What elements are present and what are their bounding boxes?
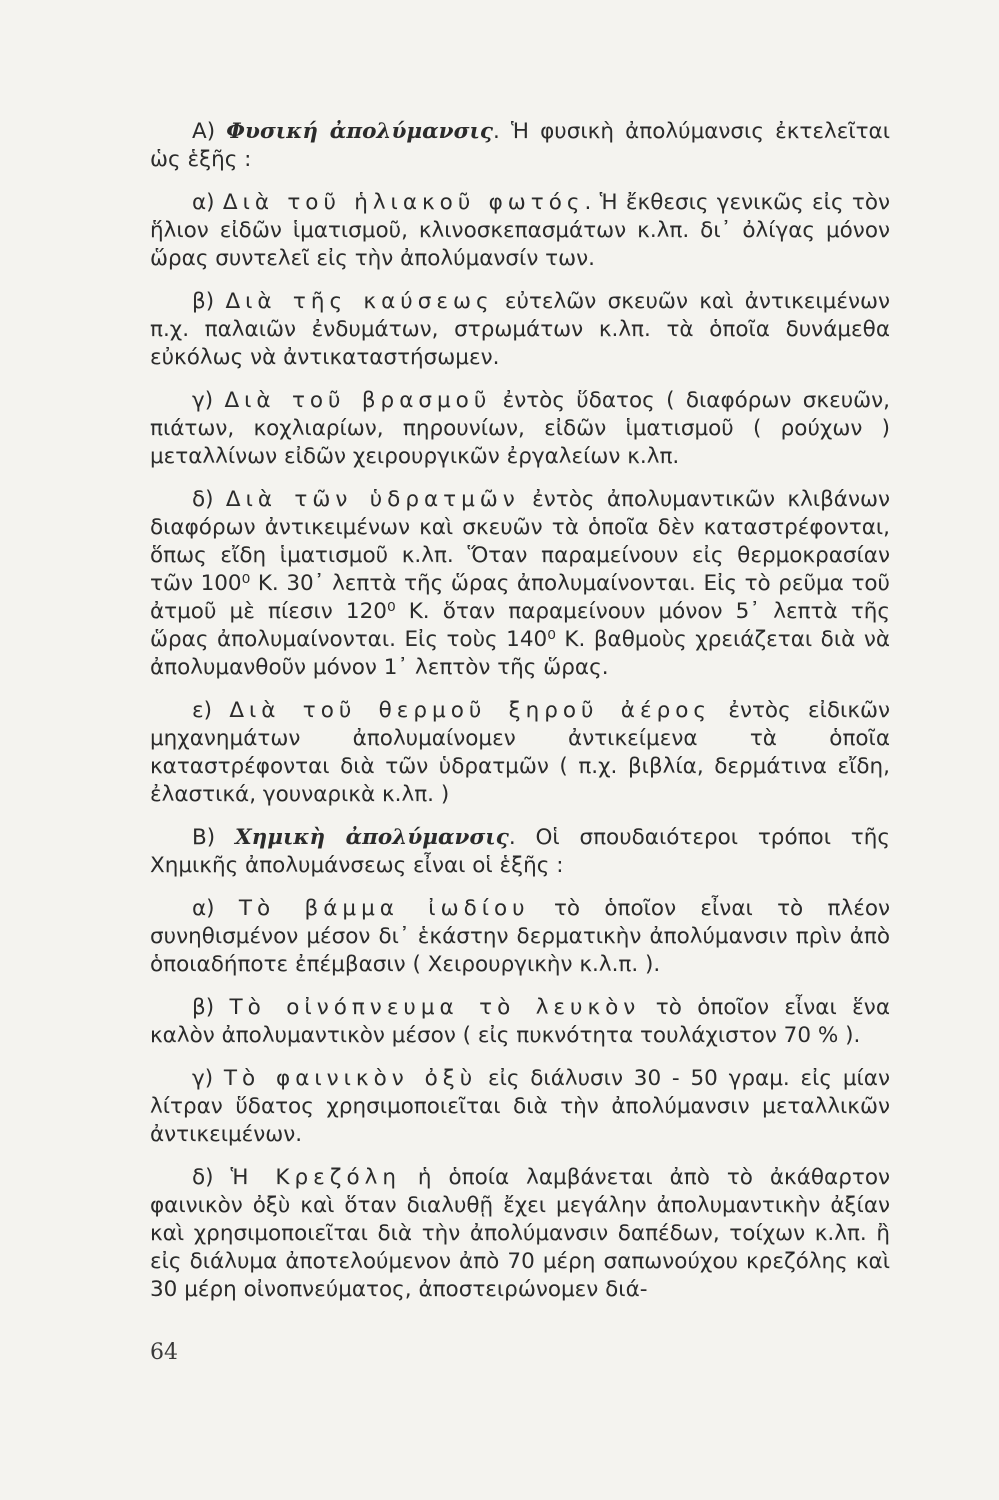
section-title: Φυσική ἀπολύμανσις bbox=[226, 119, 493, 144]
paragraph-text: ἡ ὁποία λαμβάνεται ἀπὸ τὸ ἀκάθαρτον φαινικὸν ὀξὺ καὶ ὅταν διαλυθῇ ἔχει μεγάλην ἀπολυμαντικὴν ἀξίαν καὶ χρησιμοποιεῖται διὰ τὴν ἀπολύμανσιν δαπέδων, τοίχων κ.λπ. ἢ εἰς διάλυμα ἀποτελούμενον ἀπὸ 70 μέρη σαπωνούχου κρεζόλης καὶ 30 μέρη οἰνοπνεύματος, ἀποστειρώνομεν διά- bbox=[150, 1165, 890, 1302]
section-label: Β) bbox=[192, 825, 235, 850]
item-label: δ) bbox=[192, 1165, 231, 1190]
item-burning bbox=[150, 288, 890, 372]
section-title: Χημικὴ ἀπολύμανσις bbox=[234, 825, 509, 850]
item-label: α) bbox=[192, 896, 239, 921]
item-heading: Διὰ τῶν ὑδρατμῶν bbox=[225, 487, 520, 512]
paragraph-text: . Οἱ σπουδαιότεροι τρόποι τῆς Χημικῆς ἀπολυμάνσεως εἶναι οἱ ἑξῆς : bbox=[150, 825, 890, 878]
item-label: β) bbox=[192, 995, 230, 1020]
item-label: γ) bbox=[192, 1066, 224, 1091]
item-boiling bbox=[150, 387, 890, 471]
item-heading: Διὰ τῆς καύσεως bbox=[225, 289, 494, 314]
paragraph-text: ἐντὸς εἰδικῶν μηχανημάτων ἀπολυμαίνομεν ἀντικείμενα τὰ ὁποῖα καταστρέφονται διὰ τῶν ὑδρατμῶν ( π.χ. βιβλία, δερμάτινα εἴδη, ἐλαστικά, γουναρικὰ κ.λπ. ) bbox=[150, 698, 891, 807]
item-heading: Τὸ φαινικὸν ὀξὺ bbox=[223, 1066, 478, 1091]
item-heading: Διὰ τοῦ βρασμοῦ bbox=[224, 388, 492, 413]
paragraph-text: ἐντὸς ἀπολυμαντικῶν κλιβάνων διαφόρων ἀντικειμένων καὶ σκευῶν τὰ ὁποῖα δὲν καταστρέφονται, ὅπως εἴδη ἱματισμοῦ κ.λπ. Ὅταν παραμείνουν εἰς θερμοκρασίαν τῶν 100⁰ Κ. 30᾽ λεπτὰ τῆς ὥρας ἀπολυμαίνονται. Εἰς τὸ ρεῦμα τοῦ ἀτμοῦ μὲ πίεσιν 120⁰ Κ. ὅταν παραμείνουν μόνον 5᾽ λεπτὰ τῆς ὥρας ἀπολυμαίνονται. Εἰς τοὺς 140⁰ Κ. βαθμοὺς χρειάζεται διὰ νὰ ἀπολυμανθοῦν μόνον 1᾽ λεπτὸν τῆς ὥρας. bbox=[150, 487, 890, 680]
page-number: 64 bbox=[150, 1340, 178, 1365]
section-label: Α) bbox=[192, 119, 227, 144]
item-alcohol bbox=[150, 994, 890, 1050]
item-heading: Τὸ οἰνόπνευμα τὸ λευκὸν bbox=[229, 995, 641, 1020]
item-hot-air bbox=[150, 697, 890, 809]
item-iodine bbox=[150, 895, 890, 979]
item-phenol bbox=[150, 1065, 890, 1149]
item-heading: Τὸ βάμμα ἰωδίου bbox=[238, 896, 530, 921]
item-label: β) bbox=[192, 289, 226, 314]
item-label: γ) bbox=[192, 388, 225, 413]
page-body bbox=[150, 118, 890, 1319]
paragraph-text: . Ἡ φυσικὴ ἀπολύμανσις ἐκτελεῖται ὡς ἑξῆς : bbox=[150, 119, 891, 172]
paragraph-text: τὸ ὁποῖον εἶναι τὸ πλέον συνηθισμένον μέσον δι᾽ ἑκάστην δερματικὴν ἀπολύμανσιν πρὶν ἀπὸ ὁποιαδήποτε ἐπέμβασιν ( Χειρουργικὴν κ.λ.π. ). bbox=[150, 896, 890, 977]
paragraph-text: τὸ ὁποῖον εἶναι ἕνα καλὸν ἀπολυμαντικὸν μέσον ( εἰς πυκνότητα τουλάχιστον 70 % ). bbox=[150, 995, 890, 1048]
item-cresol bbox=[150, 1164, 890, 1304]
item-heading: Ἡ Κρεζόλη bbox=[230, 1165, 401, 1190]
item-label: α) bbox=[192, 190, 223, 215]
item-heading: Διὰ τοῦ ἡλιακοῦ φωτός bbox=[222, 190, 585, 215]
item-heading: Διὰ τοῦ θερμοῦ ξηροῦ ἀέρος bbox=[229, 698, 712, 723]
item-sunlight bbox=[150, 189, 890, 273]
item-label: ε) bbox=[192, 698, 230, 723]
paragraph-text: . Ἡ ἔκθεσις γενικῶς εἰς τὸν ἥλιον εἰδῶν ἱματισμοῦ, κλινοσκεπασμάτων κ.λπ. δι᾽ ὀλίγας μόνον ὥρας συντελεῖ εἰς τὴν ἀπολύμανσίν των. bbox=[150, 190, 890, 271]
paragraph-text: ἐντὸς ὕδατος ( διαφόρων σκευῶν, πιάτων, κοχλιαρίων, πηρουνίων, εἰδῶν ἱματισμοῦ ( ρούχων ) μεταλλίνων εἰδῶν χειρουργικῶν ἐργαλείων κ.λπ. bbox=[150, 388, 890, 469]
paragraph-text: εἰς διάλυσιν 30 - 50 γραμ. εἰς μίαν λίτραν ὕδατος χρησιμοποιεῖται διὰ τὴν ἀπολύμανσιν μεταλλικῶν ἀντικειμένων. bbox=[150, 1066, 890, 1147]
item-steam bbox=[150, 486, 890, 682]
section-b-chemical bbox=[150, 824, 890, 880]
item-label: δ) bbox=[192, 487, 226, 512]
section-a-physical bbox=[150, 118, 890, 174]
paragraph-text: εὐτελῶν σκευῶν καὶ ἀντικειμένων π.χ. παλαιῶν ἐνδυμάτων, στρωμάτων κ.λπ. τὰ ὁποῖα δυνάμεθα εὐκόλως νὰ ἀντικαταστήσωμεν. bbox=[150, 289, 890, 370]
